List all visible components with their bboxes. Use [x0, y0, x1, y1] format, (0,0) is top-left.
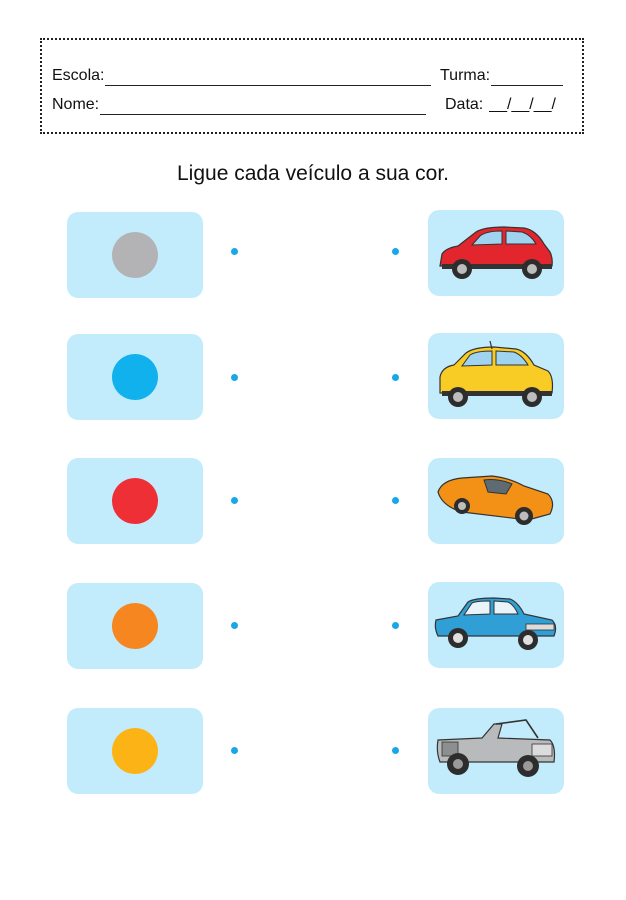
color-card: [67, 334, 203, 420]
left-connector-dot[interactable]: [231, 248, 238, 255]
color-card: [67, 212, 203, 298]
school-blank-line[interactable]: [105, 70, 431, 86]
color-swatch-orange: [112, 603, 158, 649]
instruction-title: Ligue cada veículo a sua cor.: [176, 162, 449, 185]
color-card: [67, 708, 203, 794]
yellow-compact-car-icon: [432, 337, 560, 415]
student-info-box: [40, 38, 584, 134]
vehicle-card: [428, 708, 564, 794]
right-connector-dot[interactable]: [392, 622, 399, 629]
blue-classic-sedan-icon: [432, 586, 560, 664]
name-blank-line[interactable]: [100, 99, 426, 115]
color-swatch-red: [112, 478, 158, 524]
left-connector-dot[interactable]: [231, 497, 238, 504]
orange-sports-car-icon: [432, 462, 560, 540]
school-field[interactable]: [52, 66, 431, 86]
right-connector-dot[interactable]: [392, 248, 399, 255]
vehicle-card: [428, 582, 564, 668]
color-swatch-yellow: [112, 728, 158, 774]
color-swatch-gray: [112, 232, 158, 278]
name-field[interactable]: [52, 95, 426, 115]
date-label: Data:: [445, 96, 484, 113]
color-card: [67, 583, 203, 669]
red-hatchback-car-icon: [432, 214, 560, 292]
left-connector-dot[interactable]: [231, 622, 238, 629]
class-field[interactable]: [440, 66, 563, 86]
date-field[interactable]: [445, 95, 556, 115]
right-connector-dot[interactable]: [392, 374, 399, 381]
left-connector-dot[interactable]: [231, 747, 238, 754]
date-slots[interactable]: __/__/__/: [489, 96, 556, 113]
gray-convertible-jeep-icon: [432, 712, 560, 790]
right-connector-dot[interactable]: [392, 747, 399, 754]
color-card: [67, 458, 203, 544]
vehicle-card: [428, 333, 564, 419]
vehicle-card: [428, 458, 564, 544]
vehicle-card: [428, 210, 564, 296]
color-swatch-blue: [112, 354, 158, 400]
name-label: Nome:: [52, 96, 100, 113]
school-label: Escola:: [52, 67, 105, 84]
class-label: Turma:: [440, 67, 491, 84]
left-connector-dot[interactable]: [231, 374, 238, 381]
class-blank-line[interactable]: [491, 70, 563, 86]
right-connector-dot[interactable]: [392, 497, 399, 504]
